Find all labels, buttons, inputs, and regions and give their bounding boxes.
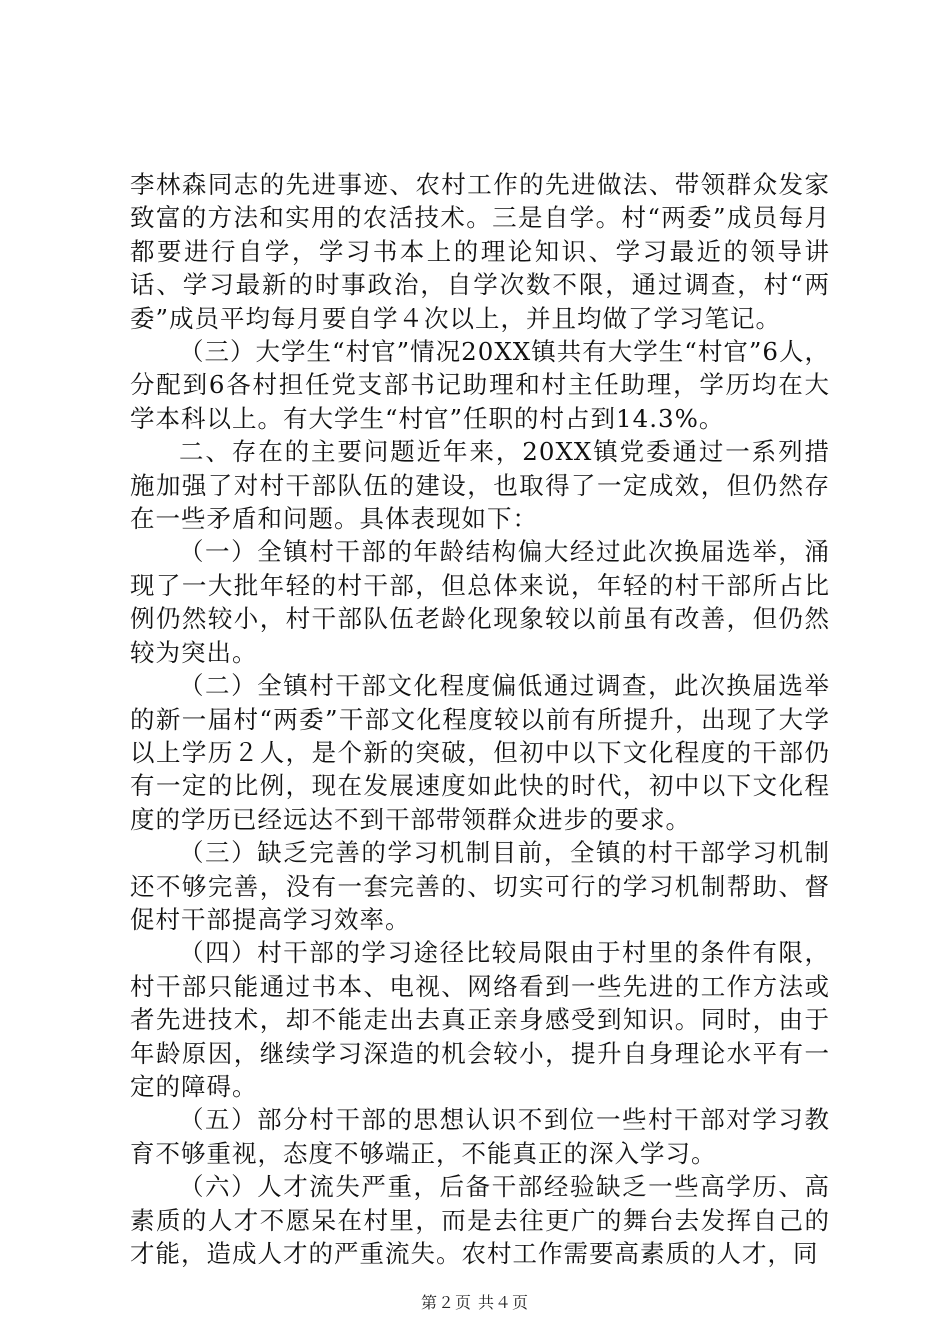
paragraph-1: 李林森同志的先进事迹、农村工作的先进做法、带领群众发家致富的方法和实用的农活技术。三是自学。村“两委”成员每月都要进行自学，学习书本上的理论知识、学习最近的领导讲话、学习最新的时事政治，自学次数不限，通过调查，村“两委”成员平均每月要自学４次以上，并且均做了学习笔记。 [130, 170, 830, 333]
paragraph-3: 二、存在的主要问题近年来，20XX镇党委通过一系列措施加强了对村干部队伍的建设，也取得了一定成效，但仍然存在一些矛盾和问题。具体表现如下： [130, 437, 830, 534]
paragraph-7: （四）村干部的学习途径比较局限由于村里的条件有限，村干部只能通过书本、电视、网络看到一些先进的工作方法或者先进技术，却不能走出去真正亲身感受到知识。同时，由于年龄原因，继续学习深造的机会较小，提升自身理论水平有一定的障碍。 [130, 938, 830, 1101]
document-body [130, 168, 830, 1270]
paragraph-9: （六）人才流失严重，后备干部经验缺乏一些高学历、高素质的人才不愿呆在村里，而是去往更广的舞台去发挥自己的才能，造成人才的严重流失。农村工作需要高素质的人才，同 [130, 1172, 830, 1268]
page-number-label: 第２页 共４页 [420, 1293, 530, 1312]
paragraph-2: （三）大学生“村官”情况20XX镇共有大学生“村官”6人，分配到6各村担任党支部书记助理和村主任助理，学历均在大学本科以上。有大学生“村官”任职的村占到14.3%。 [130, 337, 830, 433]
paragraph-8: （五）部分村干部的思想认识不到位一些村干部对学习教育不够重视，态度不够端正，不能真正的深入学习。 [130, 1105, 830, 1168]
page-footer [0, 1293, 950, 1313]
paragraph-4: （一）全镇村干部的年龄结构偏大经过此次换届选举，涌现了一大批年轻的村干部，但总体来说，年轻的村干部所占比例仍然较小，村干部队伍老龄化现象较以前虽有改善，但仍然较为突出。 [130, 537, 830, 667]
paragraph-5: （二）全镇村干部文化程度偏低通过调查，此次换届选举的新一届村“两委”干部文化程度较以前有所提升，出现了大学以上学历２人，是个新的突破，但初中以下文化程度的干部仍有一定的比例，现在发展速度如此快的时代，初中以下文化程度的学历已经远达不到干部带领群众进步的要求。 [130, 671, 830, 834]
paragraph-6: （三）缺乏完善的学习机制目前，全镇的村干部学习机制还不够完善，没有一套完善的、切实可行的学习机制帮助、督促村干部提高学习效率。 [130, 838, 830, 934]
